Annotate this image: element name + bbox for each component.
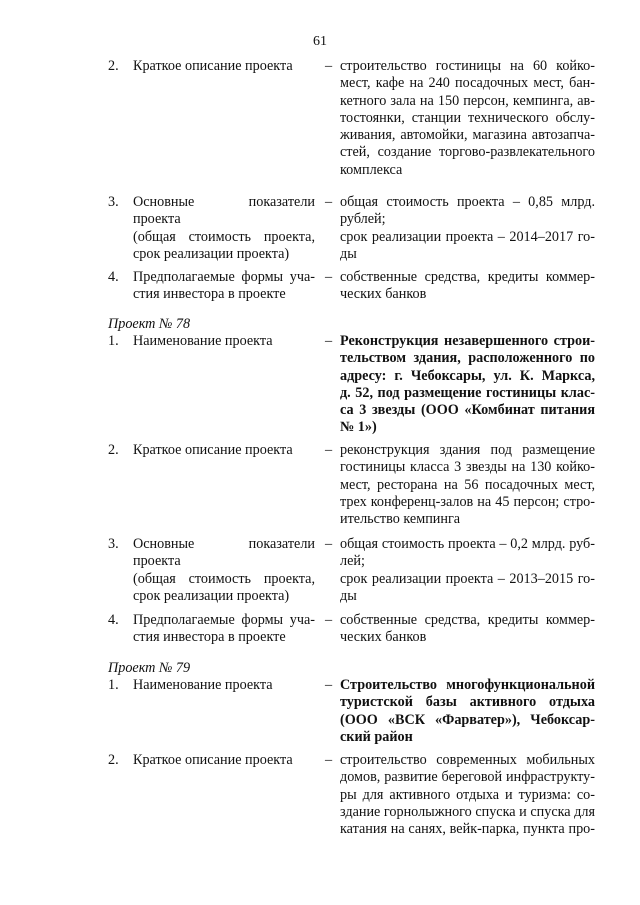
row-value: собственные средства, кредиты коммер- ческих банков	[340, 269, 595, 303]
row-dash: –	[325, 333, 333, 349]
row-label: Краткое описание проекта	[133, 752, 293, 768]
row-label: Краткое описание проекта	[133, 442, 293, 458]
row-dash: –	[325, 677, 333, 693]
row-label: Предполагаемые формы уча- стия инвестора в проекте	[133, 269, 315, 303]
row-number: 2.	[108, 58, 119, 74]
row-number: 2.	[108, 442, 119, 458]
row-label: Предполагаемые формы уча- стия инвестора в проекте	[133, 612, 315, 646]
row-dash: –	[325, 442, 333, 458]
row-dash: –	[325, 612, 333, 628]
row-dash: –	[325, 58, 333, 74]
row-dash: –	[325, 752, 333, 768]
row-dash: –	[325, 269, 333, 285]
page-number: 61	[313, 34, 327, 49]
project-heading: Проект № 79	[108, 660, 191, 676]
row-number: 1.	[108, 333, 119, 349]
row-number: 1.	[108, 677, 119, 693]
row-label: Основные показатели проекта (общая стоимость проекта, срок реализации проекта)	[133, 194, 315, 262]
project-heading: Проект № 78	[108, 316, 191, 332]
row-value: Строительство многофункциональной туристской базы активного отдыха (ООО «ВСК «Фарватер»), Чебоксар- ский район	[340, 677, 595, 745]
row-label: Краткое описание проекта	[133, 58, 293, 74]
row-number: 4.	[108, 612, 119, 628]
row-label: Основные показатели проекта (общая стоимость проекта, срок реализации проекта)	[133, 536, 315, 604]
row-number: 3.	[108, 194, 119, 210]
row-value: строительство гостиницы на 60 койко- мест, кафе на 240 посадочных мест, бан- кетного зала на 150 персон, кемпинга, ав- тостоянки, станции технического обслу- живания, автомойки, магазина автозапча- стей, создание торгово-развлекательного комплекса	[340, 58, 595, 178]
row-label: Наименование проекта	[133, 677, 273, 693]
row-number: 2.	[108, 752, 119, 768]
row-dash: –	[325, 536, 333, 552]
row-value: общая стоимость проекта – 0,85 млрд. рублей; срок реализации проекта – 2014–2017 го- ды	[340, 194, 595, 262]
row-value: собственные средства, кредиты коммер- ческих банков	[340, 612, 595, 646]
row-label: Наименование проекта	[133, 333, 273, 349]
row-value: реконструкция здания под размещение гостиницы класса 3 звезды на 130 койко- мест, ресторана на 56 посадочных мест, трех конференц-залов на 45 персон; стро- ительство кемпинга	[340, 442, 595, 528]
row-number: 4.	[108, 269, 119, 285]
row-dash: –	[325, 194, 333, 210]
row-value: Реконструкция незавершенного строи- тельством здания, расположенного по адресу: г. Чебоксары, ул. К. Маркса, д. 52, под размещение гостиницы клас- са 3 звезды (ООО «Комбинат питания № 1»)	[340, 333, 595, 436]
row-number: 3.	[108, 536, 119, 552]
row-value: общая стоимость проекта – 0,2 млрд. руб- лей; срок реализации проекта – 2013–2015 го- ды	[340, 536, 595, 604]
row-value: строительство современных мобильных домов, развитие береговой инфраструкту- ры для активного отдыха и туризма: со- здание горнолыжного спуска и спуска для катания на санях, вейк-парка, пункта про-	[340, 752, 595, 838]
